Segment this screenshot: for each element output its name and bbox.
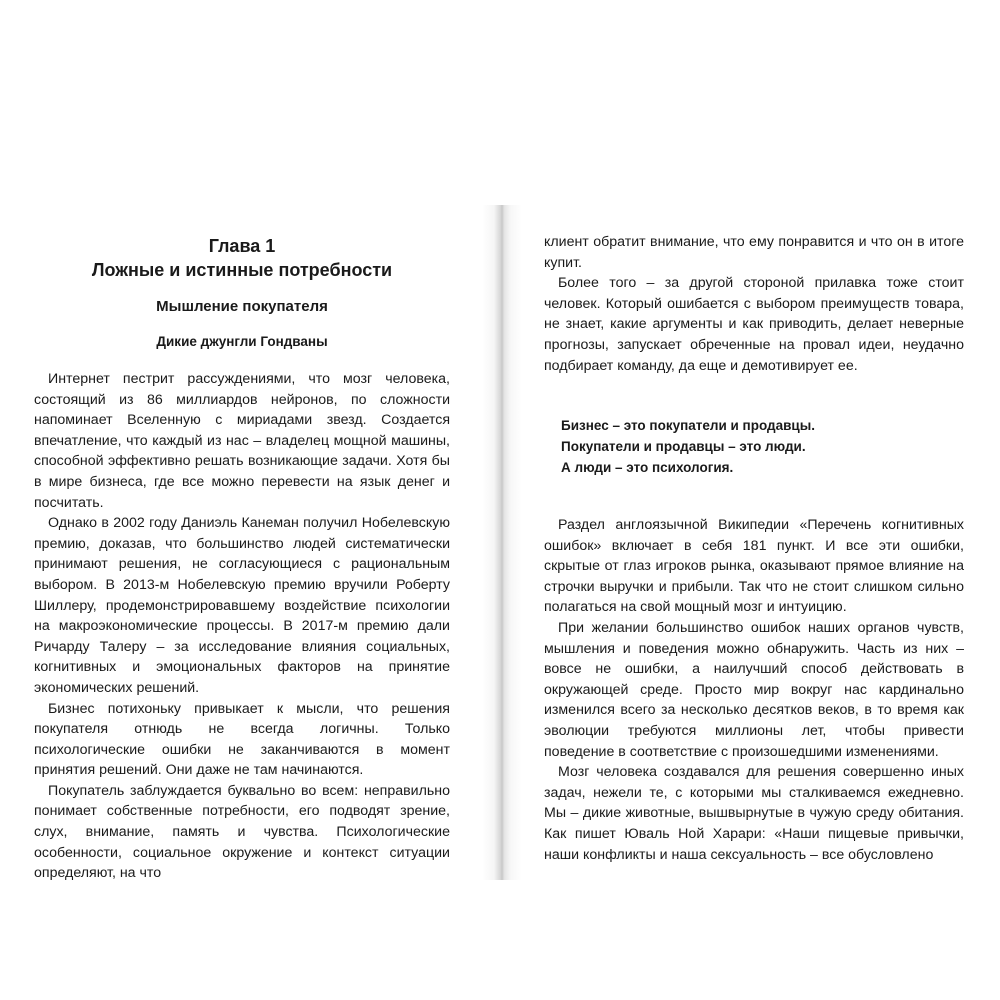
book-gutter-shadow <box>482 205 522 880</box>
quote-line: А люди – это психология. <box>561 460 734 475</box>
quote-line: Бизнес – это покупатели и продавцы. <box>561 418 815 433</box>
paragraph: Однако в 2002 году Даниэль Канеман получил Нобелевскую премию, доказав, что большинство людей систематически принимают решения, не согласующиеся с рациональным выбором. В 2013-м Нобелевскую премию вручили Роберту Шиллеру, продемонстрировавшему воздействие психологии на макроэкономические процессы. В 2017-м премию дали Ричарду Талеру – за исследование влияния социальных, когнитивных и эмоциональных факторов на принятие экономических решений. <box>34 515 450 696</box>
chapter-number: Глава 1 <box>208 236 276 256</box>
chapter-heading <box>34 234 450 282</box>
chapter-title: Ложные и истинные потребности <box>91 260 393 280</box>
left-body-text <box>34 369 450 884</box>
emphasis-quote <box>561 415 961 478</box>
right-body-text-bottom <box>544 515 964 865</box>
right-body-text-top <box>544 232 964 376</box>
left-page <box>0 0 497 1000</box>
subsection-title: Дикие джунгли Гондваны <box>156 334 328 349</box>
right-page <box>503 0 1000 1000</box>
quote-line: Покупатели и продавцы – это люди. <box>561 439 806 454</box>
paragraph: При желании большинство ошибок наших органов чувств, мышления и поведения можно обнаружить. Часть из них – вовсе не ошибки, а наилучший способ действовать в окружающей среде. Просто мир вокруг нас кардинально изменился всего за несколько десятков веков, в то время как эволюции требуются миллионы лет, чтобы привести поведение в соответствие с произошедшими изменениями. <box>544 619 964 760</box>
section-title: Мышление покупателя <box>156 298 328 315</box>
paragraph: Бизнес потихоньку привыкает к мысли, что решения покупателя отнюдь не всегда логичны. Только психологические ошибки не заканчиваются в момент принятия решений. Они даже не там начинаются. <box>34 700 450 779</box>
paragraph: Более того – за другой стороной прилавка тоже стоит человек. Который ошибается с выбором преимуществ товара, не знает, какие аргументы и как приводить, делает неверные прогнозы, запускает обреченные на провал идеи, неудачно подбирает команду, да еще и демотивирует ее. <box>544 275 964 374</box>
paragraph-continued: клиент обратит внимание, что ему понравится и что он в итоге купит. <box>544 234 964 271</box>
paragraph: Мозг человека создавался для решения совершенно иных задач, нежели те, с которыми мы сталкиваемся ежедневно. Мы – дикие животные, вышвырнутые в чужую среду обитания. Как пишет Юваль Ной Харари: «Наши пищевые привычки, наши конфликты и наша сексуальность – все обусловлено <box>544 764 964 863</box>
paragraph: Раздел англоязычной Википедии «Перечень когнитивных ошибок» включает в себя 181 пункт. И все эти ошибки, скрытые от глаз игроков рынка, оказывают прямое влияние на строчки выручки и прибыли. Так что не стоит слишком сильно полагаться на свой мощный мозг и интуицию. <box>544 517 964 616</box>
paragraph: Покупатель заблуждается буквально во всем: неправильно понимает собственные потребности, его подводят зрение, слух, внимание, память и чувства. Психологические особенности, социальное окружение и контекст ситуации определяют, на что <box>34 782 450 882</box>
paragraph: Интернет пестрит рассуждениями, что мозг человека, состоящий из 86 миллиардов нейронов, по сложности напоминает Вселенную с мириадами звезд. Создается впечатление, что каждый из нас – владелец мощной машины, способной эффективно решать возникающие задачи. Хотя бы в мире бизнеса, где все можно перевести на язык денег и посчитать. <box>34 371 450 511</box>
